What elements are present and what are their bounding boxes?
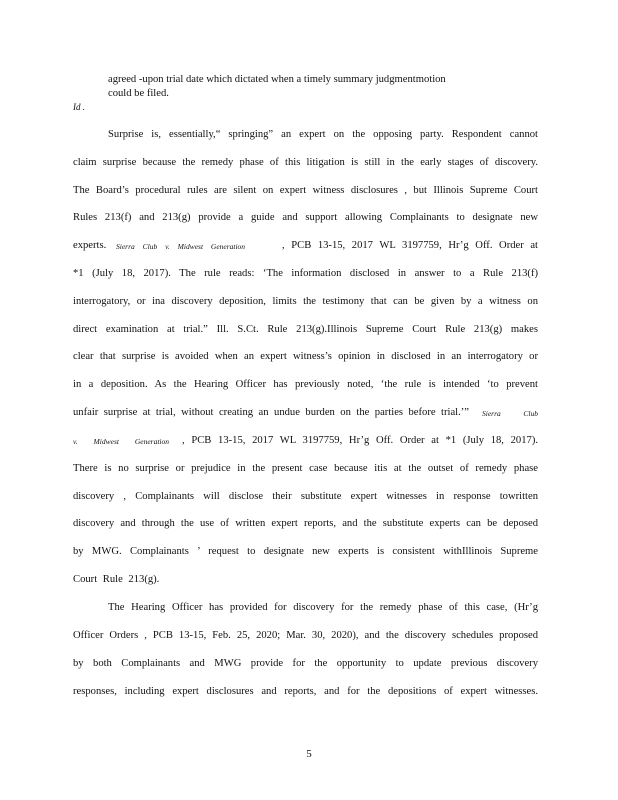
quote-citation: Id . bbox=[73, 102, 85, 112]
paragraph-2-line-1: The Hearing Officer has provided for discovery for the remedy phase of this case, (Hr’g bbox=[108, 602, 538, 613]
case-name-citation-2a: Sierra Club bbox=[482, 409, 538, 418]
paragraph-1-line-2: claim surprise because the remedy phase of this litigation is still in the early stages of discovery. bbox=[73, 157, 538, 168]
paragraph-1-line-6: *1 (July 18, 2017). The rule reads: ‘The information disclosed in answer to a Rule 213(f) bbox=[73, 268, 538, 279]
case-name-citation: Sierra Club v. Midwest Generation bbox=[116, 242, 246, 251]
paragraph-1-line-8: direct examination at trial.” Ill. S.Ct. Rule 213(g).Illinois Supreme Court Rule 213(g) makes bbox=[73, 324, 538, 335]
paragraph-1-line-9: clear that surprise is avoided when an expert witness’s opinion in disclosed in an interrogatory or bbox=[73, 351, 538, 362]
paragraph-1-line-3: The Board’s procedural rules are silent on expert witness disclosures , but Illinois Supreme Court bbox=[73, 185, 538, 196]
paragraph-2-line-2: Officer Orders , PCB 13-15, Feb. 25, 2020; Mar. 30, 2020), and the discovery schedules proposed bbox=[73, 630, 538, 641]
paragraph-1-line-11: unfair surprise at trial, without creating an undue burden on the parties before trial.’” bbox=[73, 407, 469, 418]
paragraph-1-line-12: , PCB 13-15, 2017 WL 3197759, Hr’g Off. Order at *1 (July 18, 2017). bbox=[182, 435, 538, 446]
paragraph-2-line-3: by both Complainants and MWG provide for the opportunity to update previous discovery bbox=[73, 658, 538, 669]
paragraph-1-line-1: Surprise is, essentially,“ springing” an expert on the opposing party. Respondent cannot bbox=[108, 129, 538, 140]
paragraph-1-line-4: Rules 213(f) and 213(g) provide a guide and support allowing Complainants to designate new bbox=[73, 212, 538, 223]
paragraph-1-line-14: discovery , Complainants will disclose their substitute expert witnesses in response towritten bbox=[73, 491, 538, 502]
paragraph-1-line-5-start: experts. bbox=[73, 240, 107, 251]
paragraph-1-line-10: in a deposition. As the Hearing Officer has previously noted, ‘the rule is intended ‘to prevent bbox=[73, 379, 538, 390]
paragraph-2-line-4: responses, including expert disclosures and reports, and for the depositions of expert witnesses. bbox=[73, 686, 538, 697]
paragraph-1-line-7: interrogatory, or ina discovery deposition, limits the testimony that can be given by a witness on bbox=[73, 296, 538, 307]
paragraph-1-line-17: Court Rule 213(g). bbox=[73, 574, 160, 585]
quote-line-2: could be filed. bbox=[108, 88, 169, 99]
page-number: 5 bbox=[306, 748, 312, 760]
paragraph-1-line-16: by MWG. Complainants ’ request to designate new experts is consistent withIllinois Supreme bbox=[73, 546, 538, 557]
paragraph-1-line-15: discovery and through the use of written expert reports, and the substitute experts can be deposed bbox=[73, 518, 538, 529]
paragraph-1-line-5-end: , PCB 13-15, 2017 WL 3197759, Hr’g Off. Order at bbox=[282, 240, 538, 251]
quote-line-1: agreed -upon trial date which dictated when a timely summary judgmentmotion bbox=[108, 74, 446, 85]
case-name-citation-2b: v. Midwest Generation bbox=[73, 437, 169, 446]
paragraph-1-line-13: There is no surprise or prejudice in the present case because itis at the outset of remedy phase bbox=[73, 463, 538, 474]
